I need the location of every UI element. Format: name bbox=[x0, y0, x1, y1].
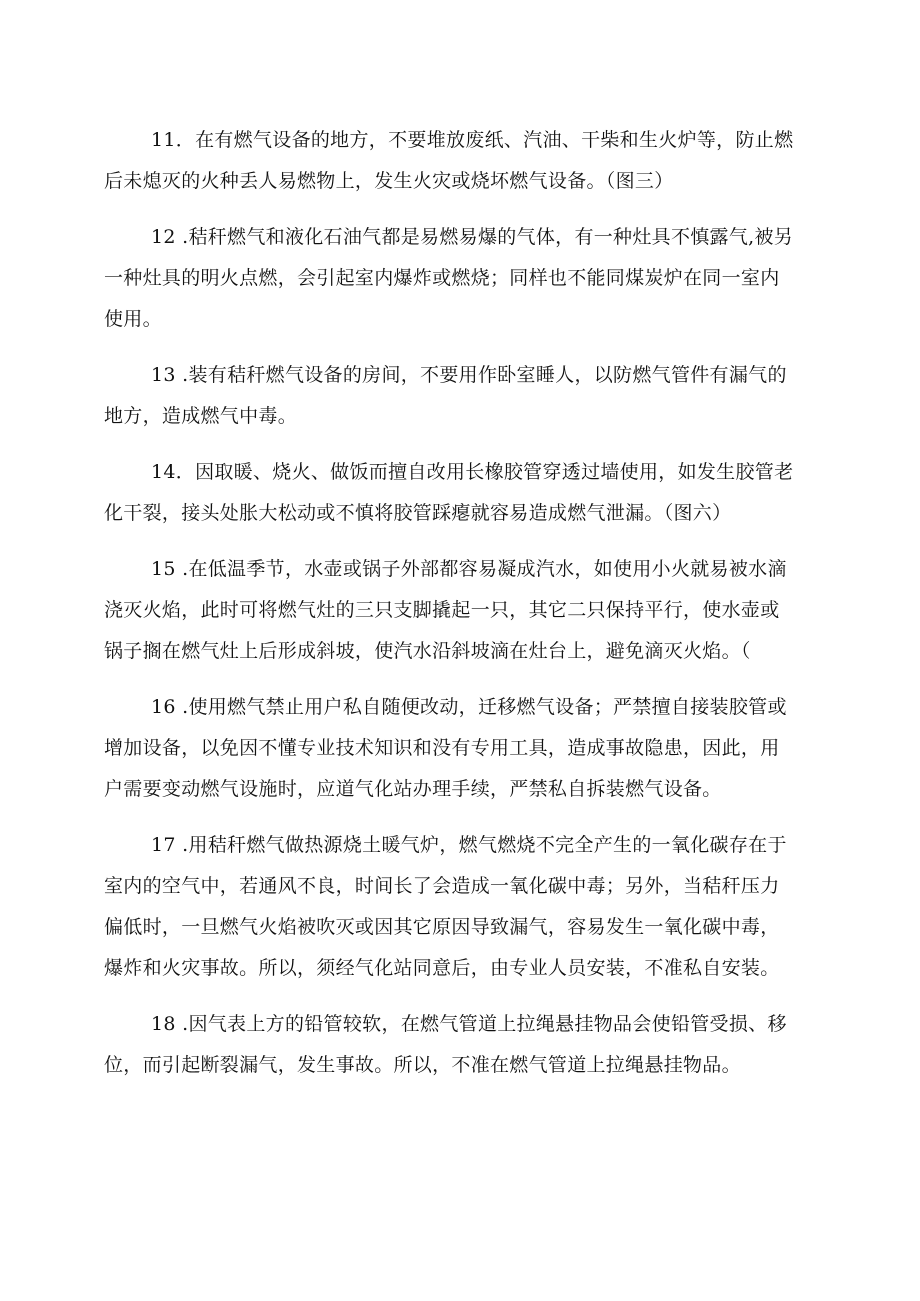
paragraph-17 bbox=[104, 825, 820, 989]
paragraph-line: 地方，造成燃气中毒。 bbox=[104, 405, 298, 427]
paragraph-13 bbox=[104, 355, 820, 437]
paragraph-line: 锅子搁在燃气灶上后形成斜坡，使汽水沿斜坡滴在灶台上，避免滴灭火焰。（ bbox=[104, 640, 751, 662]
paragraph-line: 浇灭火焰，此时可将燃气灶的三只支脚撬起一只，其它二只保持平行，使水壶或 bbox=[104, 599, 780, 621]
paragraph-14 bbox=[104, 452, 820, 534]
paragraph-line: 11．在有燃气设备的地方，不要堆放废纸、汽油、干柴和生火炉等，防止燃 bbox=[151, 129, 794, 151]
paragraph-line: 16 .使用燃气禁止用户私自随便改动，迁移燃气设备；严禁擅自接装胶管或 bbox=[151, 696, 787, 718]
paragraph-line: 使用。 bbox=[104, 308, 162, 330]
paragraph-line: 13 .装有秸秆燃气设备的房间，不要用作卧室睡人，以防燃气管件有漏气的 bbox=[151, 364, 787, 386]
document-body bbox=[104, 120, 820, 1101]
paragraph-line: 增加设备，以免因不懂专业技术知识和没有专用工具，造成事故隐患，因此，用 bbox=[104, 737, 780, 759]
paragraph-line: 17 .用秸秆燃气做热源烧土暖气炉，燃气燃烧不完全产生的一氧化碳存在于 bbox=[151, 834, 787, 856]
paragraph-line: 18 .因气表上方的铅管较软，在燃气管道上拉绳悬挂物品会使铅管受损、移 bbox=[151, 1013, 787, 1035]
paragraph-15 bbox=[104, 549, 820, 672]
paragraph-18 bbox=[104, 1004, 820, 1086]
paragraph-line: 15 .在低温季节，水壶或锅子外部都容易凝成汽水，如使用小火就易被水滴 bbox=[151, 558, 787, 580]
paragraph-line: 爆炸和火灾事故。所以，须经气化站同意后，由专业人员安装，不准私自安装。 bbox=[104, 957, 780, 979]
paragraph-line: 位，而引起断裂漏气，发生事故。所以，不准在燃气管道上拉绳悬挂物品。 bbox=[104, 1054, 741, 1076]
paragraph-line: 一种灶具的明火点燃，会引起室内爆炸或燃烧；同样也不能同煤炭炉在同一室内 bbox=[104, 267, 780, 289]
paragraph-12 bbox=[104, 217, 820, 340]
paragraph-16 bbox=[104, 687, 820, 810]
paragraph-line: 偏低时，一旦燃气火焰被吹灭或因其它原因导致漏气，容易发生一氧化碳中毒， bbox=[104, 916, 780, 938]
paragraph-11 bbox=[104, 120, 820, 202]
paragraph-line: 户需要变动燃气设施时，应道气化站办理手续，严禁私自拆装燃气设备。 bbox=[104, 778, 722, 800]
paragraph-line: 化干裂，接头处胀大松动或不慎将胶管踩瘪就容易造成燃气泄漏。（图六） bbox=[104, 502, 732, 524]
paragraph-line: 14．因取暖、烧火、做饭而擅自改用长橡胶管穿透过墙使用，如发生胶管老 bbox=[151, 461, 794, 483]
paragraph-line: 12 .秸秆燃气和液化石油气都是易燃易爆的气体，有一种灶具不慎露气,被另 bbox=[151, 226, 794, 248]
paragraph-line: 室内的空气中，若通风不良，时间长了会造成一氧化碳中毒；另外，当秸秆压力 bbox=[104, 875, 780, 897]
paragraph-line: 后未熄灭的火种丢人易燃物上，发生火灾或烧坏燃气设备。（图三） bbox=[104, 170, 674, 192]
